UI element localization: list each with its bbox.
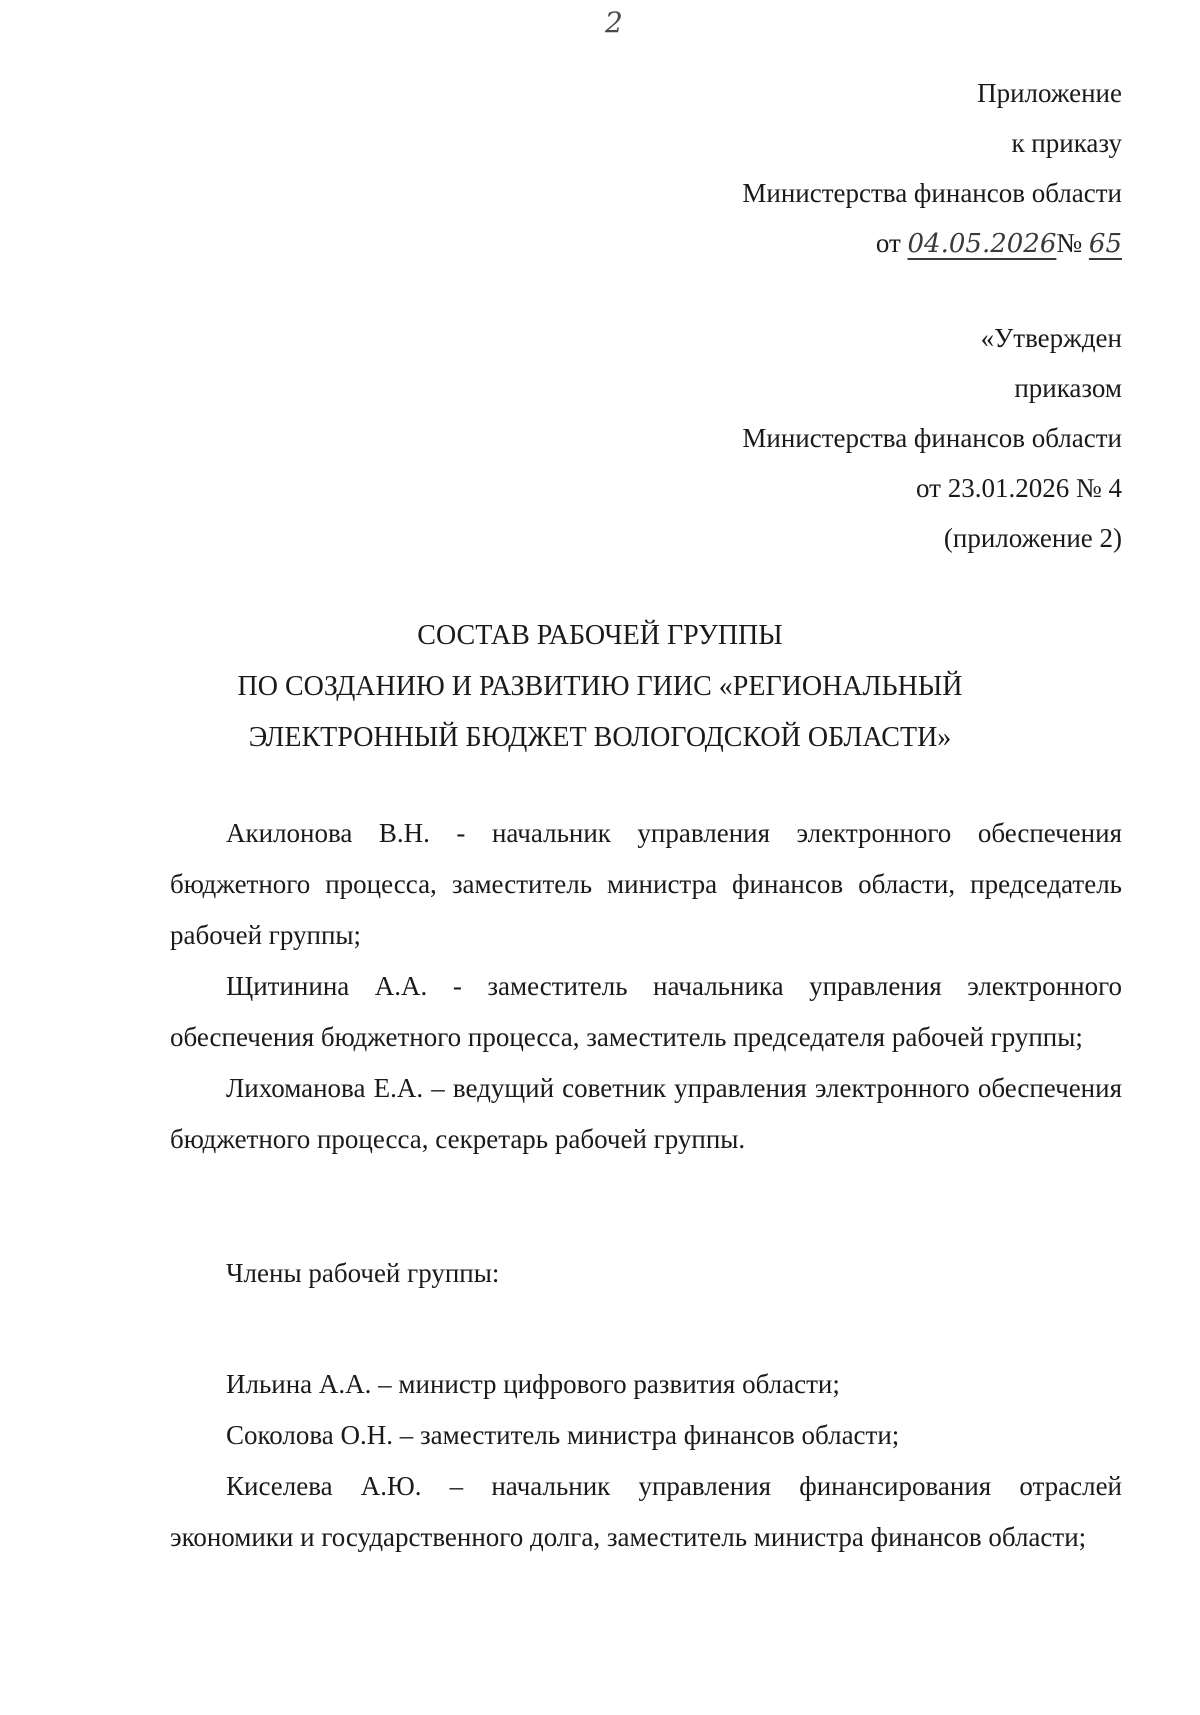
leadership-entry: Лихоманова Е.А. – ведущий советник управления электронного обеспечения бюджетного процесса, секретарь рабочей группы. — [170, 1073, 1122, 1154]
approved-line-1: «Утвержден — [980, 323, 1122, 353]
appendix-header — [742, 68, 1122, 269]
member-entry: Киселева А.Ю. – начальник управления финансирования отраслей экономики и государственного долга, заместитель министра финансов области; — [170, 1471, 1122, 1552]
member-entry: Ильина А.А. – министр цифрового развития области; — [226, 1369, 840, 1399]
members-list — [170, 1359, 1122, 1563]
approved-line-3: Министерства финансов области — [742, 423, 1122, 453]
approved-line-2: приказом — [1014, 373, 1122, 403]
date-prefix: от — [875, 228, 901, 258]
appendix-date-line — [742, 218, 1122, 269]
handwritten-date: 04.05.2026 — [907, 229, 1057, 259]
leadership-entry: Акилонова В.Н. - начальник управления электронного обеспечения бюджетного процесса, заместитель министра финансов области, председатель рабочей группы; — [170, 818, 1122, 950]
appendix-line-1: Приложение — [977, 78, 1122, 108]
approved-header — [742, 313, 1122, 563]
handwritten-number: 65 — [1088, 229, 1122, 259]
approved-line-4: от 23.01.2026 № 4 — [916, 473, 1122, 503]
number-prefix: № — [1056, 228, 1083, 258]
leadership-entry: Щитинина А.А. - заместитель начальника управления электронного обеспечения бюджетного процесса, заместитель председателя рабочей группы; — [170, 971, 1122, 1052]
leadership-list — [170, 808, 1122, 1165]
title-line-1: СОСТАВ РАБОЧЕЙ ГРУППЫ — [417, 620, 783, 651]
title-line-3: ЭЛЕКТРОННЫЙ БЮДЖЕТ ВОЛОГОДСКОЙ ОБЛАСТИ» — [248, 722, 952, 753]
page-number: 2 — [605, 6, 623, 39]
title-line-2: ПО СОЗДАНИЮ И РАЗВИТИЮ ГИИС «РЕГИОНАЛЬНЫЙ — [237, 671, 963, 702]
appendix-line-3: Министерства финансов области — [742, 178, 1122, 208]
member-entry: Соколова О.Н. – заместитель министра финансов области; — [226, 1420, 900, 1450]
approved-line-5: (приложение 2) — [943, 523, 1122, 553]
appendix-line-2: к приказу — [1011, 128, 1122, 158]
members-label: Члены рабочей группы: — [226, 1258, 500, 1288]
document-title — [0, 610, 1200, 763]
